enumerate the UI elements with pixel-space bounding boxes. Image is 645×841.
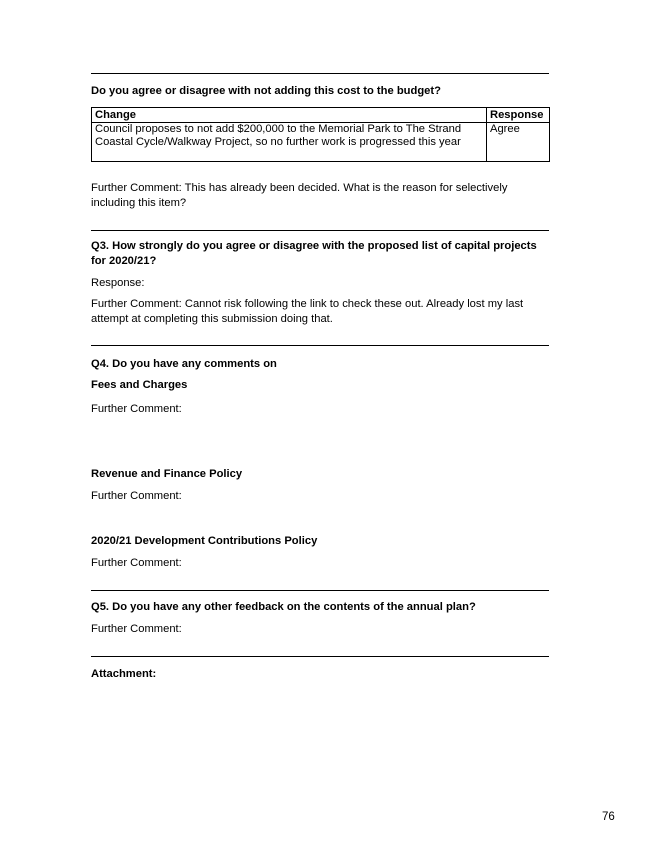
cell-response: Agree (487, 123, 550, 162)
page-number: 76 (602, 811, 615, 823)
header-change: Change (92, 108, 487, 123)
q3-response: Response: (91, 277, 145, 289)
fees-charges-title: Fees and Charges (91, 379, 188, 391)
attachment-label: Attachment: (91, 668, 157, 680)
revenue-finance-comment: Further Comment: (91, 490, 182, 502)
budget-question: Do you agree or disagree with not adding this cost to the budget? (91, 85, 441, 97)
q3-question: Q3. How strongly do you agree or disagree with the proposed list of capital projects for 2020/21? (91, 240, 537, 267)
divider-q5 (91, 590, 549, 591)
q4-question: Q4. Do you have any comments on (91, 358, 277, 370)
table-row (92, 123, 550, 162)
cell-change: Council proposes to not add $200,000 to the Memorial Park to The Strand Coastal Cycle/Walkway Project, so no further work is progressed this year (92, 123, 487, 162)
divider-q3 (91, 230, 549, 231)
divider-attachment (91, 656, 549, 657)
divider-top (91, 73, 549, 74)
change-response-table (91, 107, 550, 162)
q3-further-comment: Further Comment: Cannot risk following the link to check these out. Already lost my last attempt at completing this submission doing that. (91, 298, 524, 325)
dev-contributions-title: 2020/21 Development Contributions Policy (91, 535, 318, 547)
revenue-finance-title: Revenue and Finance Policy (91, 468, 243, 480)
q5-further-comment: Further Comment: (91, 623, 182, 635)
table-header-row (92, 108, 550, 123)
fees-charges-comment: Further Comment: (91, 403, 182, 415)
budget-further-comment: Further Comment: This has already been decided. What is the reason for selectively including this item? (91, 182, 508, 209)
header-response: Response (487, 108, 550, 123)
dev-contributions-comment: Further Comment: (91, 557, 182, 569)
q5-question: Q5. Do you have any other feedback on the contents of the annual plan? (91, 601, 476, 613)
divider-q4 (91, 345, 549, 346)
